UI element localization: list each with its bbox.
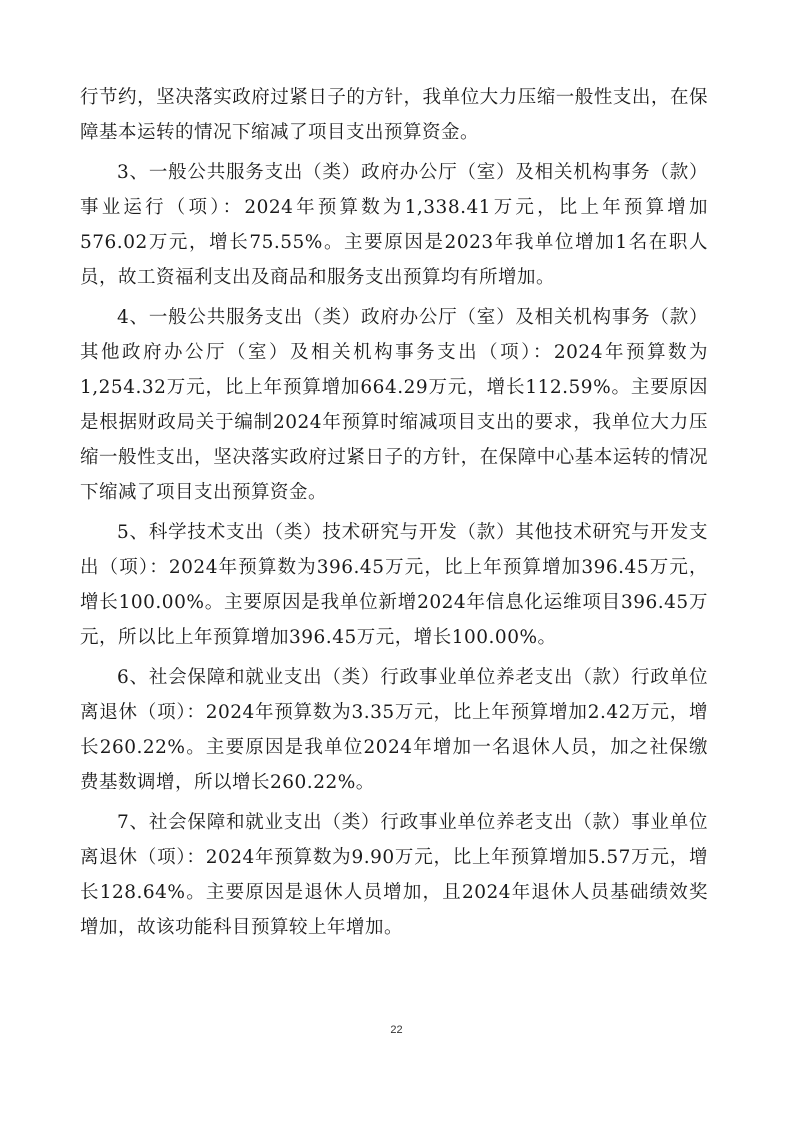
paragraph-item-4: 4、一般公共服务支出（类）政府办公厅（室）及相关机构事务（款）其他政府办公厅（室）及相关机构事务支出（项）：2024年预算数为1,254.32万元，比上年预算增加664.29万元，增长112.59%。主要原因是根据财政局关于编制2024年预算时缩减项目支出的要求，我单位大力压缩一般性支出，坚决落实政府过紧日子的方针，在保障中心基本运转的情况下缩减了项目支出预算资金。 (80, 307, 708, 503)
paragraph-item-7: 7、社会保障和就业支出（类）行政事业单位养老支出（款）事业单位离退休（项）：2024年预算数为9.90万元，比上年预算增加5.57万元，增长128.64%。主要原因是退休人员增加，且2024年退休人员基础绩效奖增加，故该功能科目预算较上年增加。 (80, 812, 708, 938)
paragraph-item-6: 6、社会保障和就业支出（类）行政事业单位养老支出（款）行政单位离退休（项）：2024年预算数为3.35万元，比上年预算增加2.42万元，增长260.22%。主要原因是我单位2024年增加一名退休人员，加之社保缴费基数调增，所以增长260.22%。 (80, 667, 708, 793)
page-number: 22 (390, 1024, 403, 1036)
paragraph-continuation: 行节约，坚决落实政府过紧日子的方针，我单位大力压缩一般性支出，在保障基本运转的情况下缩减了项目支出预算资金。 (80, 87, 708, 143)
paragraph-item-5: 5、科学技术支出（类）技术研究与开发（款）其他技术研究与开发支出（项）：2024年预算数为396.45万元，比上年预算增加396.45万元，增长100.00%。主要原因是我单位新增2024年信息化运维项目396.45万元，所以比上年预算增加396.45万元，增长100.00%。 (80, 522, 708, 648)
document-body (80, 80, 708, 950)
paragraph-item-3: 3、一般公共服务支出（类）政府办公厅（室）及相关机构事务（款）事业运行（项）：2024年预算数为1,338.41万元，比上年预算增加576.02万元，增长75.55%。主要原因是2023年我单位增加1名在职人员，故工资福利支出及商品和服务支出预算均有所增加。 (80, 162, 708, 288)
